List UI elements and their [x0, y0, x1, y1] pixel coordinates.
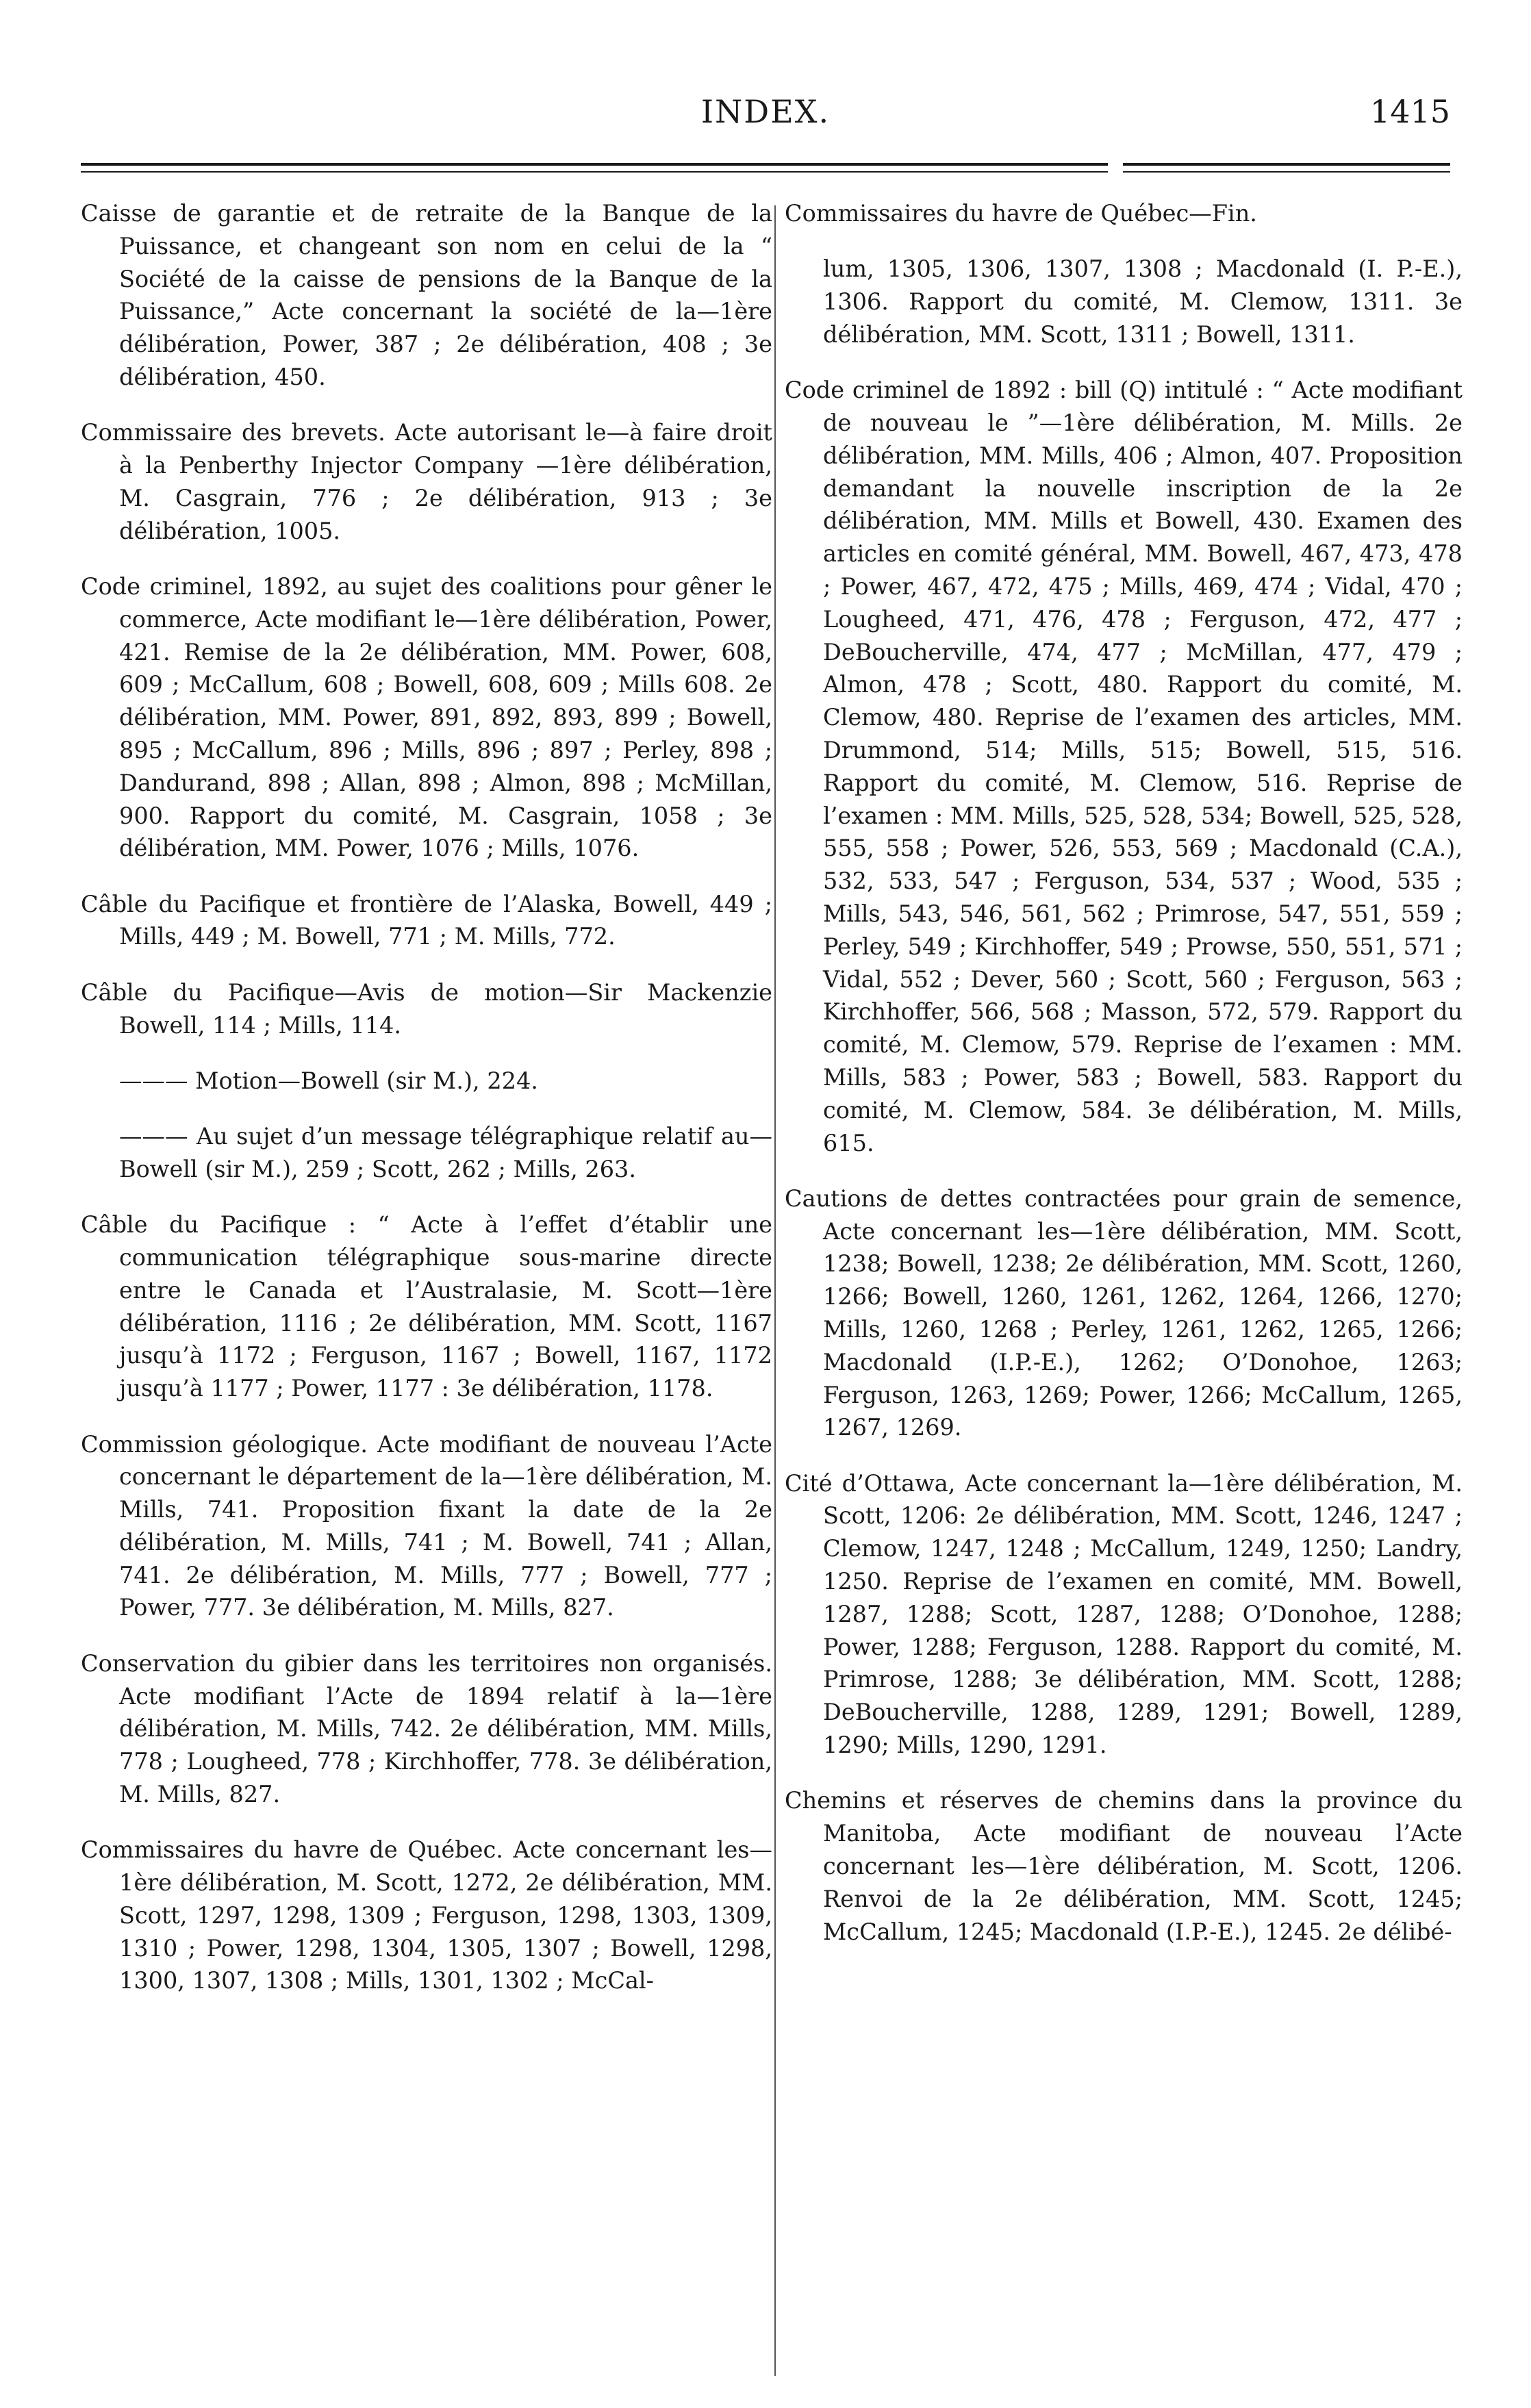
- left-column: [81, 197, 772, 2010]
- index-subentry: ——— Au sujet d’un message télégraphique relatif au—Bowell (sir M.), 259 ; Scott, 262 ; Mills, 263.: [119, 1123, 772, 1182]
- header-rule-thick-left: [81, 163, 1108, 166]
- index-entry: Conservation du gibier dans les territoires non organisés. Acte modifiant l’Acte de 1894 relatif à la—1ère délibération, M. Mills, 742. 2e délibération, MM. Mills, 778 ; Lougheed, 778 ; Kirchhoffer, 778. 3e délibération, M. Mills, 827.: [81, 1649, 772, 1808]
- index-entry: Commissaire des brevets. Acte autorisant le—à faire droit à la Penberthy Injector Company —1ère délibération, M. Casgrain, 776 ; 2e délibération, 913 ; 3e délibération, 1005.: [81, 419, 772, 544]
- header-rule-thin-right: [1123, 171, 1450, 173]
- index-entry: Câble du Pacifique—Avis de motion—Sir Mackenzie Bowell, 114 ; Mills, 114.: [81, 978, 772, 1039]
- index-entry: Commission géologique. Acte modifiant de nouveau l’Acte concernant le département de la—1ère délibération, M. Mills, 741. Proposition fixant la date de la 2e délibération, M. Mills, 741 ; M. Bowell, 741 ; Allan, 741. 2e délibération, M. Mills, 777 ; Bowell, 777 ; Power, 777. 3e délibération, M. Mills, 827.: [81, 1430, 772, 1621]
- header-rule-thick-right: [1123, 163, 1450, 166]
- index-entry: Code criminel de 1892 : bill (Q) intitulé : “ Acte modifiant de nouveau le ”—1ère délibération, M. Mills. 2e délibération, MM. Mills, 406 ; Almon, 407. Proposition demandant la nouvelle inscription de la 2e délibération, MM. Mills et Bowell, 430. Examen des articles en comité général, MM. Bowell, 467, 473, 478 ; Power, 467, 472, 475 ; Mills, 469, 474 ; Vidal, 470 ; Lougheed, 471, 476, 478 ; Ferguson, 472, 477 ; DeBoucherville, 474, 477 ; McMillan, 477, 479 ; Almon, 478 ; Scott, 480. Rapport du comité, M. Clemow, 480. Reprise de l’examen des articles, MM. Drummond, 514; Mills, 515; Bowell, 515, 516. Rapport du comité, M. Clemow, 516. Reprise de l’examen : MM. Mills, 525, 528, 534; Bowell, 525, 528, 555, 558 ; Power, 526, 553, 569 ; Macdonald (C.A.), 532, 533, 547 ; Ferguson, 534, 537 ; Wood, 535 ; Mills, 543, 546, 561, 562 ; Primrose, 547, 551, 559 ; Perley, 549 ; Kirchhoffer, 549 ; Prowse, 550, 551, 571 ; Vidal, 552 ; Dever, 560 ; Scott, 560 ; Ferguson, 563 ; Kirchhoffer, 566, 568 ; Masson, 572, 579. Rapport du comité, M. Clemow, 579. Reprise de l’examen : MM. Mills, 583 ; Power, 583 ; Bowell, 583. Rapport du comité, M. Clemow, 584. 3e délibération, M. Mills, 615.: [785, 377, 1463, 1156]
- index-entry: Câble du Pacifique et frontière de l’Alaska, Bowell, 449 ; Mills, 449 ; M. Bowell, 771 ; M. Mills, 772.: [81, 890, 772, 950]
- index-entry: Cité d’Ottawa, Acte concernant la—1ère délibération, M. Scott, 1206: 2e délibération, MM. Scott, 1246, 1247 ; Clemow, 1247, 1248 ; McCallum, 1249, 1250; Landry, 1250. Reprise de l’examen en comité, MM. Bowell, 1287, 1288; Scott, 1287, 1288; O’Donohoe, 1288; Power, 1288; Ferguson, 1288. Rapport du comité, M. Primrose, 1288; 3e délibération, MM. Scott, 1288; DeBoucherville, 1288, 1289, 1291; Bowell, 1289, 1290; Mills, 1290, 1291.: [785, 1469, 1463, 1759]
- index-entry: Câble du Pacifique : “ Acte à l’effet d’établir une communication télégraphique sous-marine directe entre le Canada et l’Australasie, M. Scott—1ère délibération, 1116 ; 2e délibération, MM. Scott, 1167 jusqu’à 1172 ; Ferguson, 1167 ; Bowell, 1167, 1172 jusqu’à 1177 ; Power, 1177 : 3e délibération, 1178.: [81, 1211, 772, 1402]
- page-number: 1415: [1369, 93, 1450, 130]
- index-entry: Code criminel, 1892, au sujet des coalitions pour gêner le commerce, Acte modifiant le—1ère délibération, Power, 421. Remise de la 2e délibération, MM. Power, 608, 609 ; McCallum, 608 ; Bowell, 608, 609 ; Mills 608. 2e délibération, MM. Power, 891, 892, 893, 899 ; Bowell, 895 ; McCallum, 896 ; Mills, 896 ; 897 ; Perley, 898 ; Dandurand, 898 ; Allan, 898 ; Almon, 898 ; McMillan, 900. Rapport du comité, M. Casgrain, 1058 ; 3e délibération, MM. Power, 1076 ; Mills, 1076.: [81, 572, 772, 862]
- page-header: [81, 86, 1450, 141]
- index-entry: Commissaires du havre de Québec. Acte concernant les—1ère délibération, M. Scott, 1272, 2e délibération, MM. Scott, 1297, 1298, 1309 ; Ferguson, 1298, 1303, 1309, 1310 ; Power, 1298, 1304, 1305, 1307 ; Bowell, 1298, 1300, 1307, 1308 ; Mills, 1301, 1302 ; McCal-: [81, 1836, 772, 1994]
- index-subentry: ——— Motion—Bowell (sir M.), 224.: [119, 1067, 538, 1094]
- right-column: [785, 197, 1463, 1960]
- continued-heading: Commissaires du havre de Québec—Fin.: [785, 200, 1257, 227]
- continued-text: lum, 1305, 1306, 1307, 1308 ; Macdonald (I. P.-E.), 1306. Rapport du comité, M. Clemow, 1311. 3e délibération, MM. Scott, 1311 ; Bowell, 1311.: [823, 255, 1463, 348]
- column-divider: [774, 205, 776, 2376]
- index-entry: Caisse de garantie et de retraite de la Banque de la Puissance, et changeant son nom en celui de la “ Société de la caisse de pensions de la Banque de la Puissance,” Acte concernant la société de la—1ère délibération, Power, 387 ; 2e délibération, 408 ; 3e délibération, 450.: [81, 200, 772, 390]
- header-rule-thin-left: [81, 171, 1108, 173]
- index-entry: Chemins et réserves de chemins dans la province du Manitoba, Acte modifiant de nouveau l’Acte concernant les—1ère délibération, M. Scott, 1206. Renvoi de la 2e délibération, MM. Scott, 1245; McCallum, 1245; Macdonald (I.P.-E.), 1245. 2e délibé-: [785, 1787, 1463, 1945]
- index-entry: Cautions de dettes contractées pour grain de semence, Acte concernant les—1ère délibération, MM. Scott, 1238; Bowell, 1238; 2e délibération, MM. Scott, 1260, 1266; Bowell, 1260, 1261, 1262, 1264, 1266, 1270; Mills, 1260, 1268 ; Perley, 1261, 1262, 1265, 1266; Macdonald (I.P.-E.), 1262; O’Donohoe, 1263; Ferguson, 1263, 1269; Power, 1266; McCallum, 1265, 1267, 1269.: [785, 1184, 1463, 1441]
- page-title: INDEX.: [700, 93, 831, 130]
